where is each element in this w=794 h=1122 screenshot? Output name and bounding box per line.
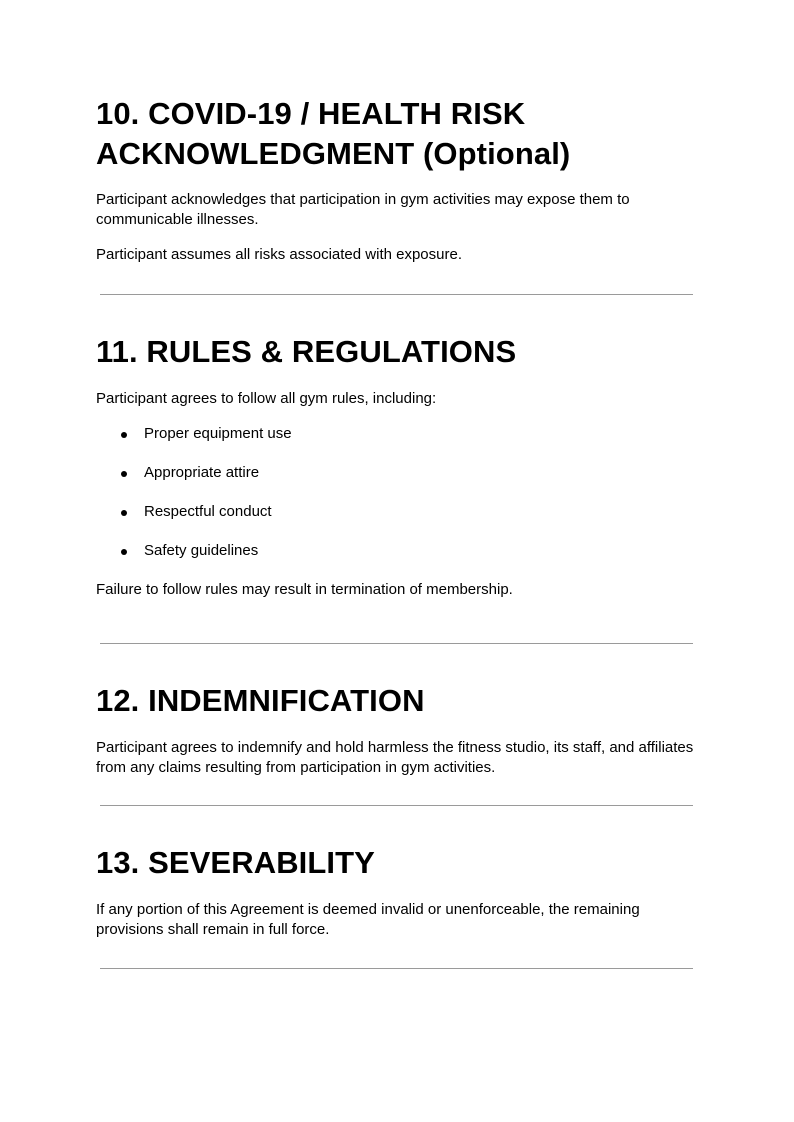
heading-line-2: ACKNOWLEDGMENT (Optional) xyxy=(96,136,571,171)
bullet-icon xyxy=(121,510,127,516)
list-item-text: Respectful conduct xyxy=(144,503,272,520)
heading-line-1: 10. COVID-19 / HEALTH RISK xyxy=(96,96,526,131)
section-covid-health-risk xyxy=(96,94,696,265)
bullet-icon xyxy=(121,549,127,555)
bullet-icon xyxy=(121,471,127,477)
list-item xyxy=(96,502,696,522)
section-rules-regulations xyxy=(96,332,696,600)
section-severability xyxy=(96,843,696,940)
section-divider xyxy=(100,805,693,806)
paragraph: Participant assumes all risks associated with exposure. xyxy=(96,246,462,263)
list-item-text: Appropriate attire xyxy=(144,464,260,481)
rules-list xyxy=(96,424,696,561)
list-item-text: Proper equipment use xyxy=(144,425,292,442)
section-heading: 13. SEVERABILITY xyxy=(96,845,375,880)
section-divider xyxy=(100,294,693,295)
section-divider xyxy=(100,643,693,644)
paragraph: If any portion of this Agreement is deemed invalid or unenforceable, the remaining provisions shall remain in full force. xyxy=(96,901,640,938)
bullet-icon xyxy=(121,432,127,438)
section-indemnification xyxy=(96,681,696,778)
paragraph: Participant acknowledges that participation in gym activities may expose them to communicable illnesses. xyxy=(96,191,630,228)
section-divider xyxy=(100,968,693,969)
list-item xyxy=(96,424,696,444)
paragraph: Participant agrees to indemnify and hold harmless the fitness studio, its staff, and affiliates from any claims resulting from participation in gym activities. xyxy=(96,739,694,776)
section-heading: 11. RULES & REGULATIONS xyxy=(96,334,517,369)
list-item xyxy=(96,463,696,483)
section-heading: 12. INDEMNIFICATION xyxy=(96,683,425,718)
paragraph: Failure to follow rules may result in termination of membership. xyxy=(96,581,513,598)
list-item-text: Safety guidelines xyxy=(144,542,259,559)
paragraph: Participant agrees to follow all gym rules, including: xyxy=(96,390,437,407)
list-item xyxy=(96,541,696,561)
section-heading xyxy=(96,94,696,174)
